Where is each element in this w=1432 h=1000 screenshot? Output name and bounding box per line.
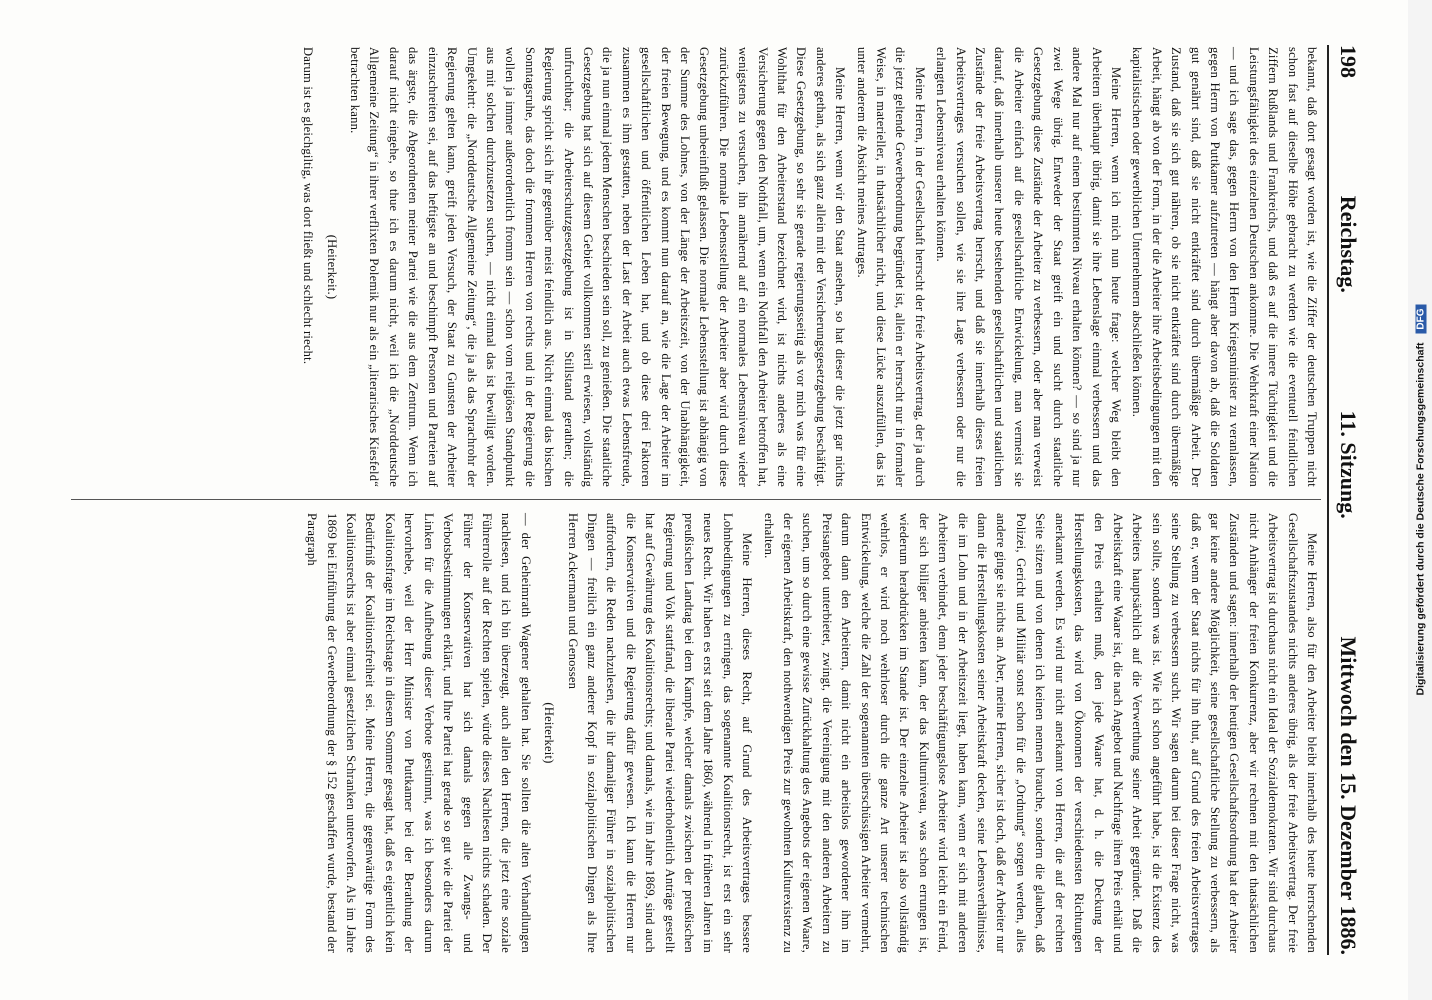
left-column: [69, 47, 1321, 487]
header-date: Mittwoch den 15. Dezember 1886.: [1336, 636, 1361, 955]
header-session: 11. Sitzung.: [1336, 410, 1361, 519]
paragraph: Meine Herren, also für den Arbeiter bleibt innerhalb des heute herrschenden Gesellschaftszustandes nichts anderes übrig, als der freie Arbeitsvertrag. Der freie Arbeitsvertrag ist durchaus nicht ein Ideal der Sozialdemokraten. Wir sind durchaus nicht Anhänger der freien Konkurrenz, aber wir rechnen mit den thatsächlichen Zuständen und sagen: innerhalb der heutigen Gesellschaftsordnung hat der Arbeiter gar keine andere Möglichkeit, seine gesellschaftliche Stellung zu verbessern, als daß er, wenn der Staat nichts für ihn thut, auf Grund des freien Arbeitsvertrages seine Stellung zu verbessern sucht. Wir sagen darum bei dieser Frage nicht, was sein sollte, sondern was ist. Wie ich schon angeführt habe, ist die Existenz des Arbeiters hauptsächlich auf die Verwerthung seiner Arbeit gegründet. Daß die Arbeitskraft eine Waare ist, die nach Angebot und Nachfrage ihren Preis erhält und den Preis erhalten muß, den jede Waare hat, d. h. die Deckung der Herstellungskosten, das wird von Ökonomen der verschiedensten Richtungen anerkannt werden. Es wird nur nicht anerkannt von Herren, die auf der rechten Seite sitzen und von denen ich keinen nennen brauche, sondern die glauben, daß Polizei, Gericht und Militär sonst schon für die „Ordnung“ sorgen werden, alles andere ginge sie nichts an. Aber, meine Herren, sicher ist doch, daß der Arbeiter nur dann die Herstellungskosten seiner Arbeitskraft decken, seine Lebensverhältnisse, die im Lohn und in der Arbeitszeit liegt, haben kann, wenn er sich mit anderen Arbeitern verbindet, denn jeder beschäftigungslose Arbeiter wird leicht ein Feind, der sich billiger anbieten kann, der das Kulturniveau, was schon errungen ist, wiederum herabdrücken im Stande ist. Der einzelne Arbeiter ist also vollständig wehrlos, er wird noch wehrloser durch die ganze Art unserer technischen Entwickelung, welche die Zahl der sogenannten überschüssigen Arbeiter vermehrt, darum dann den Arbeitern, damit nicht ein arbeitslos gewordener ihm im Preisangebot unterbietet, zwingt, die Vereinigung mit den anderen Arbeitern zu suchen, um so durch eine gewisse Zurückhaltung des Angebots der eigenen Waare, der eigenen Arbeitskraft, den nothwendigen Preis zur gewohnten Kulturexistenz zu erhalten.: [761, 513, 1319, 953]
paragraph: Darum ist es gleichgiltig, was dort fließt und schlecht riecht.: [301, 47, 316, 365]
right-column: [69, 513, 1321, 953]
header-left: Reichstag.: [1336, 195, 1361, 293]
column-divider: [71, 499, 1321, 500]
interjection: (Heiterkeit): [542, 702, 557, 764]
page-number: 198: [1336, 45, 1361, 78]
header-rule: [1327, 45, 1329, 955]
paragraph: Meine Herren, dieses Recht, auf Grund des Arbeitsvertrages bessere Lohnbedingungen zu erringen, das sogenannte Koalitionsrecht, ist erst ein sehr neues Recht. Wir haben es erst seit dem Jahre 1860, während in früheren Jahren im preußischen Landtag bei dem Kampfe, welcher damals zwischen der preußischen Regierung und Volk stattfand, die liberale Partei wiederholentlich Anträge gestellt hat auf Gewährung des Koalitionsrechts; und damals, wie im Jahre 1869, sind auch die Konservativen und die Regierung dafür gewesen. Ich kann die Herren nur auffordern, die Reden nachzulesen, die ihr damaliger Führer in sozialpolitischen Dingen — freilich ein ganz anderer Kopf in sozialpolitischen Dingen als Ihre Herren Ackermann und Genossen: [565, 513, 755, 953]
dfg-logo: DFG: [1415, 304, 1426, 333]
credit-text: Digitalisierung gefördert durch die Deutsche Forschungsgemeinschaft: [1414, 342, 1427, 696]
rotated-content: [61, 35, 1371, 965]
paragraph: Meine Herren, wenn ich mich nun heute frage: welcher Weg bleibt den Arbeitern überhaupt übrig, damit sie ihre Lebenslage einmal verbessern und das andere Mal nur auf einem bestimmten Niveau erhalten können? — so sind ja nur zwei Wege übrig. Entweder der Staat greift ein und sucht durch staatliche Gesetzgebung diese Zustände der Arbeiter zu verbessern, oder aber man verweist die Arbeiter einfach auf die gesellschaftliche Entwickelung, man vermeist sie darauf, daß innerhalb unserer heute bestehenden gesellschaftlichen und staatlichen Zustände der freie Arbeitsvertrag herrscht, und daß sie innerhalb dieses freien Arbeitsvertrages versuchen sollen, wie sie ihre Lage verbessern oder nur die erlangten Lebensniveau erhalten können.: [934, 47, 1123, 487]
page-header: [1333, 45, 1363, 955]
paragraph: Meine Herren, wenn wir den Staat ansehen, so hat dieser die jetzt gar nichts anderes gethan, als sich ganz allein mit der Versicherungsgesetzgebung beschäftigt. Diese Gesetzgebung, so sehr sie gerade regierungsseitig als vor mich was für eine Wohlthat für den Arbeiterstand bezeichnet wird, ist nichts anderes als eine Versicherung gegen den Nothfall, um, wenn ein Nothfall den Arbeiter betroffen hat, wenigstens zu versuchen, ihn annähernd auf ein normales Lebensniveau wieder zurückzuführen. Die normale Lebensstellung der Arbeiter aber wird durch diese Gesetzgebung unbeeinflußt gelassen. Die normale Lebensstellung ist abhängig von der Summe des Lohnes, von der Länge der Arbeitszeit, von der Unabhängigkeit, der freien Bewegung, und es kommt nun darauf an, wie die Lage der Arbeiter im gesellschaftlichen und öffentlichen Leben hat, und ob diese drei Faktoren zusammen es ihm gestatten, neben der Last der Arbeit auch etwas Lebensfreude, die ja nun einmal jedem Menschen beschieden sein soll, zu genießen. Die staatliche Gesetzgebung hat sich auf diesem Gebiet vollkommen steril erwiesen, vollständig unfruchtbar; die Arbeiterschutzgesetzgebung ist in Stillstand gerathen; die Regierung spricht sich ihr gegenüber meist feindlich aus. Nicht einmal das bischen Sonntagsruhe, das doch die frommen Herren von rechts und in der Regierung die wollen ja immer außerordentlich fromm sein — schon vom religiösen Standpunkt aus mit solchen durchzusetzen suchen, — nicht einmal das ist bewilligt worden. Umgekehrt: die „Norddeutsche Allgemeine Zeitung“, die ja als das Sprachrohr der Regierung gelten kann, greift jeden Versuch, der Staat zu Gunsten der Arbeiter einzuschreiten sei, auf das heftigste an und beschimpft Personen und Parteien auf das ärgste, die Abgeordneten meiner Partei wie die aus dem Zentrum. Wenn ich darauf nicht eingehe, so thue ich es darum nicht, weil ich die „Norddeutsche Allgemeine Zeitung“ in ihrer verflixten Polemik nur als ein „literarisches Kiesfeld“ betrachten kann.: [348, 47, 848, 487]
paragraph: — der Geheimrath Wagener gehalten hat. Sie sollten die alten Verhandlungen nachlesen, und ich bin überzeugt, auch allen den Herren, die jetzt eine soziale Führerrolle auf der Rechten spielen, würde dieses Nachlesen nichts schaden. Der Führer der Konservativen hat sich damals gegen alle Zwangs- und Verbotsbestimmungen erklärt, und Ihre Partei hat gerade so gut wie die Partei der Linken für die Aufhebung dieser Verbote gestimmt, was ich besonders darum hervorhebe, weil der Herr Minister von Puttkamer bei der Berathung der Koalitionsfrage im Reichstage in diesem Sommer gesagt hat, daß es eigentlich kein Bedürfniß der Koalitionsfreiheit sei. Meine Herren, die gegenwärtige Form des Koalitionsrechts ist aber einmal gesetzlichen Schranken unterworfen. Als im Jahre 1869 bei Einführung der Gewerbeordnung der § 152 geschaffen wurde, bestand der Paragraph: [305, 513, 533, 953]
paragraph: bekannt, daß dort gesagt worden ist, wie die Ziffer der deutschen Truppen nicht schon fast auf dieselbe Höhe gebracht zu werden wie die eventuell feindlichen Ziffern Rußlands und Frankreichs, und daß es auf die innere Tüchtigkeit und die Leistungsfähigkeit des einzelnen Deutschen ankomme. Die Wehrkraft einer Nation — und ich sage das, gegen Herrn von den Herrn Kriegsminister zu veranlassen, gegen Herrn von Puttkamer aufzutreten — hängt aber davon ab, daß die Soldaten gut genährt sind, daß sie nicht entkräftet sind durch übermäßige Arbeit. Der Zustand, daß sie sich gut nähren, ob sie nicht entkräftet sind durch übermäßige Arbeit, hängt ab von der Form, in der die Arbeiter ihre Arbeitsbedingungen mit den kapitalistischen oder gewerblichen Unternehmern abschließen können.: [1130, 47, 1319, 487]
paragraph: Meine Herren, in der Gesellschaft herrscht der freie Arbeitsvertrag, der ja durch die jetzt geltende Gewerbeordnung begründet ist, allein er herrscht nur in formaler Weise, in materieller, in thatsächlicher nicht, und diese Lücke auszufüllen, das ist unter anderem die Absicht meines Antrages.: [854, 47, 927, 487]
interjection: (Heiterkeit.): [324, 234, 339, 300]
digitization-credit: [1408, 0, 1432, 1000]
credit-line: [1414, 304, 1426, 695]
